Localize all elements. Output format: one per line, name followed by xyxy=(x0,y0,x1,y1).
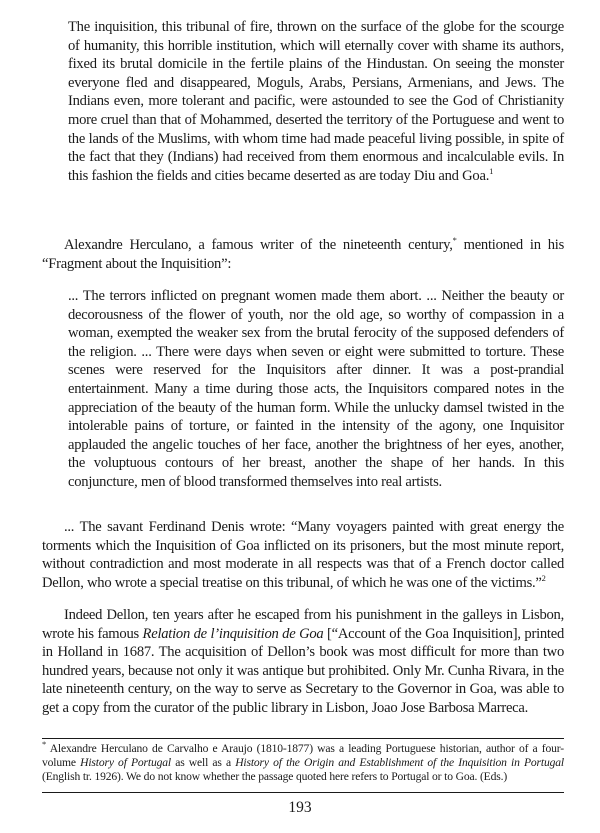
footnote-text: Alexandre Herculano de Carvalho e Araujo (1810-1877) was a leading Portuguese historian, author of a four-volume xyxy=(42,742,564,770)
quoted-paragraph-inquisition xyxy=(68,18,564,185)
footnote xyxy=(42,739,564,785)
paragraph-text: Indeed Dellon, ten years after he escaped from his punishment in the galleys in Lisbon, wrote his famous xyxy=(42,607,564,642)
paragraph-text: mentioned in his “Fragment about the Inquisition”: xyxy=(42,237,565,272)
paragraph-text: ... The savant Ferdinand Denis wrote: “Many voyagers painted with great energy the torments which the Inquisition of Goa inflicted on its prisoners, but the most minute report, without contradiction and most moderate in all respects was that of a French doctor called Dellon, who wrote a special treatise on this tribunal, of which he was one of the victims.” xyxy=(42,519,564,591)
paragraph-text: The inquisition, this tribunal of fire, thrown on the surface of the globe for the scourge of humanity, this horrible institution, which will eternally cover with shame its authors, fixed its brutal domicile in the fertile plains of the Hindustan. On seeing the monster everyone fled and disappeared, Moguls, Arabs, Persians, Armenians, and Jews. The Indians even, more tolerant and pacific, were astounded to see the God of Christianity more cruel than that of Mohammed, deserted the territory of the Portuguese and went to the lands of the Muslims, with whom time had made peaceful living possible, in spite of the fact that they (Indians) had received from them enormous and incalculable evils. In this fashion the fields and cities became deserted as are today Diu and Goa. xyxy=(68,19,564,184)
paragraph-text: ... The terrors inflicted on pregnant women made them abort. ... Neither the beauty or decorousness of the flower of youth, nor the old age, so worthy of compassion in a woman, exempted the weaker sex from the brutal ferocity of the supposed defenders of the religion. ... There were days when seven or eight were submitted to torture. These scenes were reserved for the Inquisitors after dinner. It was a post-prandial entertainment. Many a time during those acts, the Inquisitors compared notes in the appreciation of the beauty of the human form. While the unlucky damsel twisted in the intolerable pains of torture, or fainted in the intensity of the agony, one Inquisitor applauded the angelic touches of her face, another the brightness of her eyes, another, the voluptuous contours of her breast, another the shape of her hands. In this conjuncture, men of blood transformed themselves into real artists. xyxy=(68,288,564,490)
book-title: History of Portugal xyxy=(80,756,172,770)
footnote-divider xyxy=(42,738,564,739)
paragraph-text: Alexandre Herculano, a famous writer of the nineteenth century, xyxy=(64,237,453,253)
page-number: 193 xyxy=(288,799,312,816)
footnote-marker: * xyxy=(42,739,47,750)
footnote-reference: 1 xyxy=(489,165,494,176)
paragraph-dellon xyxy=(42,606,564,718)
footnote-text: (English tr. 1926). We do not know whether the passage quoted here refers to Portugal or to Goa. (Eds.) xyxy=(42,770,508,784)
footnote-text: as well as a xyxy=(171,756,236,770)
paragraph-denis xyxy=(42,518,564,592)
footnote-marker: * xyxy=(452,235,457,246)
paragraph-herculano xyxy=(42,236,564,273)
book-title: Relation de l’inquisition de Goa xyxy=(142,625,324,642)
page-number-divider xyxy=(42,792,564,793)
book-title: History of the Origin and Establishment of the Inquisition in Portugal xyxy=(235,756,564,770)
footnote-reference: 2 xyxy=(541,572,546,583)
quoted-paragraph-terrors xyxy=(68,287,564,492)
paragraph-text: [“Account of the Goa Inquisition], printed in Holland in 1687. The acquisition of Dellon’s book was most difficult for more than two hundred years, because not only it was antique but prohibited. Only Mr. Cunha Rivara, in the late nineteenth century, on the way to serve as Secretary to the Governor in Goa, was able to get a copy from the curator of the public library in Lisbon, Joao Jose Barbosa Marreca. xyxy=(42,625,564,716)
